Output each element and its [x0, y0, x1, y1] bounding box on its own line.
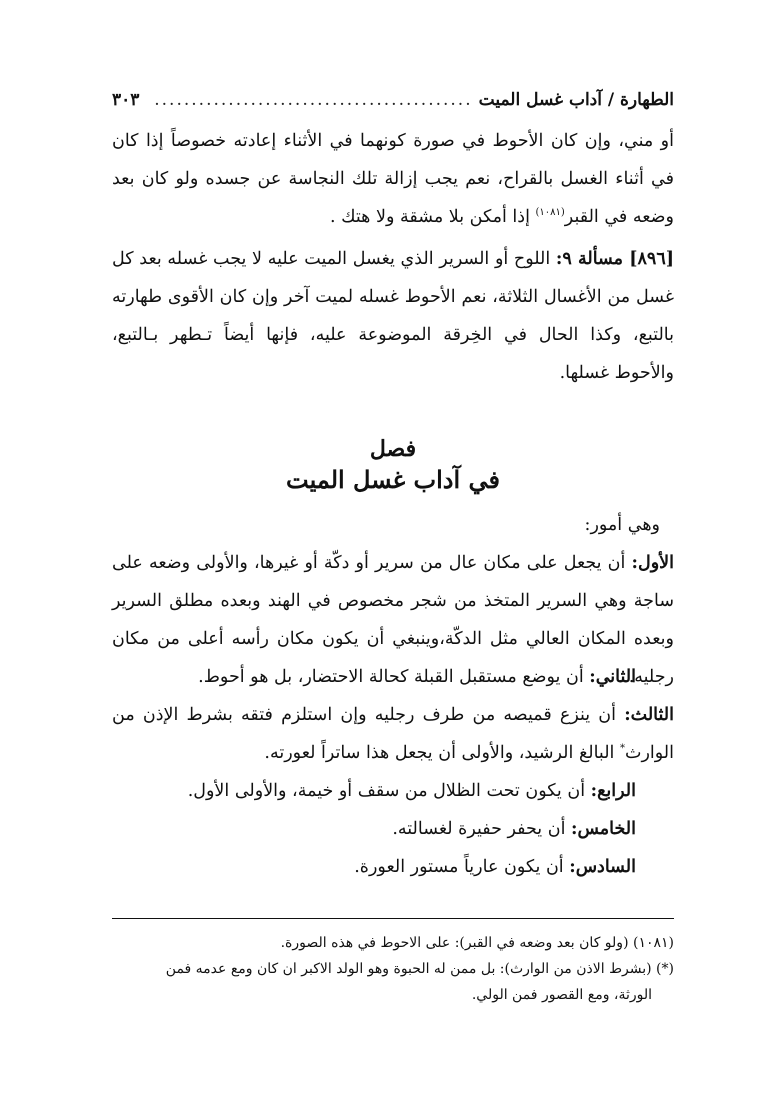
item-label: الثالث: [624, 705, 674, 725]
footnote-text: الورثة، ومع القصور فمن الولي. [471, 987, 652, 1003]
paragraph-text: أو مني، وإن كان الأحوط في صورة كونهما في الأثناء إعادته خصوصاً إذا كان في أثناء الغسل بالقراح، نعم يجب إزالة تلك النجاسة عن جسده ولو كان بعد وضعه في القبر [112, 131, 674, 227]
page-number: ٣٠٣ [112, 90, 140, 110]
section-title: في آداب غسل الميت [286, 465, 500, 494]
list-item [112, 696, 674, 772]
item-text: البالغ الرشيد، والأولى أن يجعل هذا ساتراً لعورته. [264, 743, 620, 763]
footnote-separator [112, 918, 674, 919]
issue-paragraph [112, 240, 674, 392]
issue-label: [٨٩٦] مسألة ٩: [555, 249, 674, 269]
leader-dots: ........................................... [154, 90, 473, 110]
item-label: الأول: [631, 553, 674, 573]
list-item [112, 848, 636, 886]
item-text: أن ينزع قميصه من طرف رجليه وإن استلزم فتقه بشرط الإذن من الوارث [112, 705, 674, 763]
item-text: أن يوضع مستقبل القبلة كحالة الاحتضار، بل هو أحوط. [198, 667, 590, 687]
item-label: الخامس: [571, 819, 636, 839]
list-item [112, 658, 636, 696]
footnotes [112, 930, 674, 1008]
item-text: أن يجعل على مكان عال من سرير أو دكّة أو غيرها، والأولى وضعه على ساجة وهي السرير المتخذ من شجر مخصوص في الهند وبعده مطلق السرير وبعده المكان العالي مثل الدكّة،وينبغي أن يكون مكان رأسه أعلى من مكان رجليه. [112, 553, 674, 687]
paragraph-text: اللوح أو السرير الذي يغسل الميت عليه لا يجب غسله بعد كل غسل من الأغسال الثلاثة، نعم الأحوط غسله لميت آخر وإن كان الأقوى طهارته بالتبع، وكذا الحال في الخِرقة الموضوعة عليه، فإنها أيضاً تـطهر بـالتبع، والأحوط غسلها. [112, 249, 674, 383]
paragraph-text: إذا أمكن بلا مشقة ولا هتك . [330, 207, 536, 227]
footnote-text: (*) (بشرط الاذن من الوارث): بل ممن له الحبوة وهو الولد الاكبر ان كان ومع عدمه فمن [165, 961, 674, 977]
page-header [112, 90, 674, 118]
list-item [112, 810, 636, 848]
footnote: (١٠٨١) (ولو كان بعد وضعه في القبر): على الاحوط في هذه الصورة. [280, 935, 674, 951]
paragraph-continuation [112, 122, 674, 236]
footnote-reference: (١٠٨١) [535, 207, 565, 219]
item-label: الرابع: [590, 781, 636, 801]
list-item [112, 772, 636, 810]
item-text: أن يكون عارياً مستور العورة. [354, 857, 570, 877]
footnote [112, 956, 674, 1008]
item-text: أن يكون تحت الظلال من سقف أو خيمة، والأولى الأول. [187, 781, 591, 801]
book-page [112, 0, 674, 1101]
section-heading: فصل [369, 436, 417, 462]
item-label: الثاني: [589, 667, 636, 687]
section-intro: وهي أمور: [584, 515, 660, 535]
footnote-reference: * [619, 743, 625, 755]
running-title: الطهارة / آداب غسل الميت [478, 90, 674, 110]
item-label: السادس: [569, 857, 636, 877]
item-text: أن يحفر حفيرة لغسالته. [392, 819, 572, 839]
